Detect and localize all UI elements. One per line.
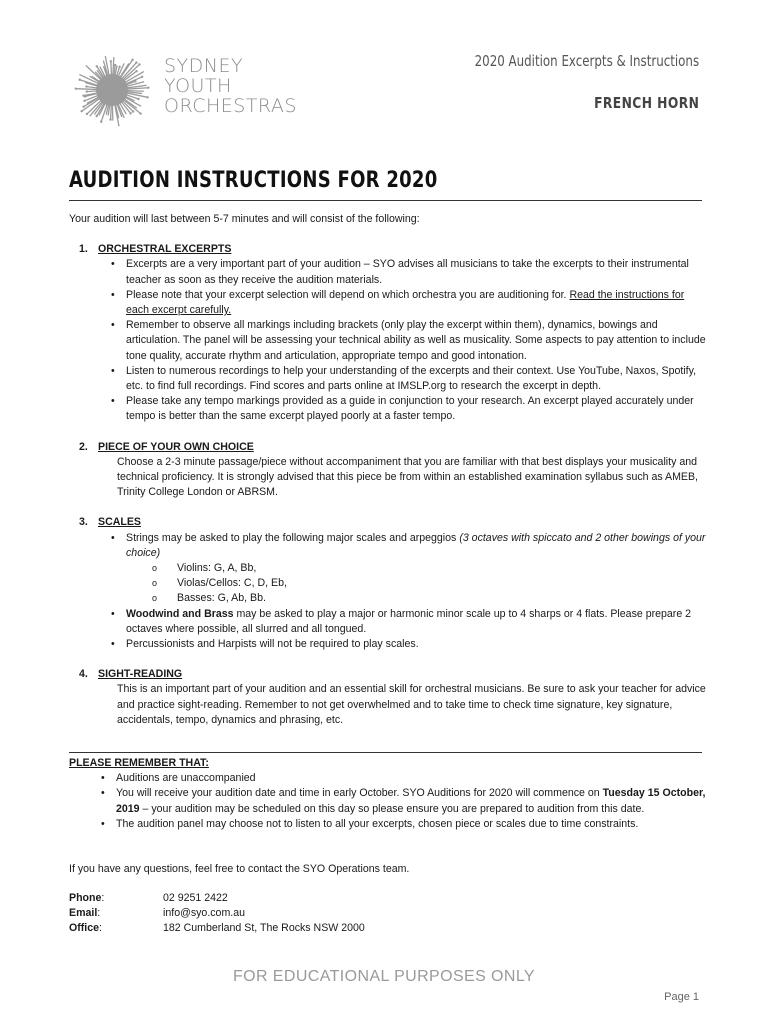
section-heading <box>79 667 709 682</box>
intro-text: Your audition will last between 5-7 minutes and will consist of the following: <box>69 213 420 225</box>
sub-list-item: o Basses: G, Ab, Bb. <box>177 591 709 606</box>
section-number: 3. <box>79 516 88 529</box>
list-item: • Auditions are unaccompanied <box>116 771 709 786</box>
list-item-text: Please note that your excerpt selection will depend on which orchestra you are auditioning for. <box>126 288 567 301</box>
sub-list-item: o Violins: G, A, Bb, <box>177 561 709 576</box>
logo-line-3: ORCHESTRAS <box>164 95 297 117</box>
logo-dot <box>75 87 77 89</box>
section-title: ORCHESTRAL EXCERPTS <box>98 243 232 256</box>
section-own-choice <box>79 440 709 501</box>
logo-dot <box>129 112 131 114</box>
contact-row-office: Office: 182 Cumberland St, The Rocks NSW 2000 <box>69 922 365 934</box>
logo-dot <box>83 100 85 102</box>
logo-dot <box>96 115 98 117</box>
logo-ray <box>76 89 100 90</box>
emphasis-text: Read the instructions for each excerpt carefully. <box>126 288 685 317</box>
list-item-text: Strings may be asked to play the following major scales and arpeggios <box>126 531 457 544</box>
section-number: 4. <box>79 668 88 681</box>
logo-dot <box>131 59 133 61</box>
section-title: PIECE OF YOUR OWN CHOICE <box>98 440 254 453</box>
logo-line-2: YOUTH <box>164 75 232 97</box>
bullet-list <box>79 531 709 653</box>
contact-label: Email <box>69 907 98 919</box>
logo-dot <box>135 61 137 63</box>
list-item: • Please take any tempo markings provided as a guide in conjunction to your research. An excerpt played accurately under tempo is better than the same excerpt played poorly at a faster tempo. <box>126 394 709 424</box>
sub-list-item: o Violas/Cellos: C, D, Eb, <box>177 576 709 591</box>
bullet-list <box>79 257 709 424</box>
page-title: AUDITION INSTRUCTIONS FOR 2020 <box>69 168 438 193</box>
logo-ray <box>111 102 112 120</box>
section-title: SIGHT-READING <box>98 668 183 681</box>
italic-text: (3 octaves with spiccato and 2 other bowings of your choice) <box>126 531 706 559</box>
document-title: 2020 Audition Excerpts & Instructions <box>474 52 699 70</box>
contact-label: Office <box>69 922 100 934</box>
list-item <box>126 288 709 318</box>
logo-dot <box>147 87 149 89</box>
logo-ray <box>87 91 100 92</box>
logo-dot <box>78 79 80 81</box>
contact-row-phone: Phone: 02 9251 2422 <box>69 892 228 904</box>
logo-dot <box>109 118 111 120</box>
list-item: • The audition panel may choose not to listen to all your excerpts, chosen piece or scales due to time constraints. <box>116 817 709 832</box>
section-text: This is an important part of your audition and an essential skill for orchestral musicians. Be sure to ask your teacher for advice and practice sight-reading. Remember to not get overwhelmed and to take time to check time signature, key signature, accidentals, tempo, dynamics and phrasing, etc. <box>117 683 706 726</box>
sub-list <box>126 561 709 607</box>
logo-dot <box>137 98 139 100</box>
starburst-logo-icon <box>72 50 156 128</box>
logo-ray <box>112 102 113 121</box>
contact-value: 182 Cumberland St, The Rocks NSW 2000 <box>163 922 365 934</box>
list-item <box>116 786 709 816</box>
footer-watermark: FOR EDUCATIONAL PURPOSES ONLY <box>232 968 536 985</box>
list-item <box>126 607 709 637</box>
section-sight-reading <box>79 667 709 728</box>
contact-details <box>69 891 365 936</box>
logo-dot <box>85 85 87 87</box>
list-item-text: may be asked to play a major or harmonic minor scale up to 4 sharps or 4 flats. Please prepare 2 octaves where possible, all slurred and all tongued. <box>126 607 692 635</box>
logo-dot <box>138 63 140 65</box>
list-item: • Excerpts are a very important part of your audition – SYO advises all musicians to take the excerpts to their instrumental teacher as soon as they receive the audition materials. <box>126 257 709 287</box>
logo-wordmark <box>164 56 297 116</box>
bold-date: Tuesday 15 October, 2019 <box>116 787 706 815</box>
syo-logo <box>72 50 312 128</box>
section-heading <box>79 515 709 530</box>
divider <box>69 752 702 753</box>
section-number: 1. <box>79 243 88 256</box>
bold-text: Woodwind and Brass <box>126 607 234 620</box>
contact-value: info@syo.com.au <box>163 907 246 919</box>
logo-dot <box>114 64 116 66</box>
logo-dot <box>82 105 84 107</box>
list-item: • Remember to observe all markings including brackets (only play the excerpt within them), dynamics, bowings and articulation. The panel will be assessing your technical ability as well as musicality. Some aspects to pay attention to include tone quality, accurate rhythm and articulation, appropriate tempo and good intonation. <box>126 318 709 364</box>
logo-dot <box>132 110 134 112</box>
list-item-text: You will receive your audition date and time in early October. SYO Auditions for 2020 will commence on <box>116 787 600 800</box>
instrument-label: FRENCH HORN <box>593 94 699 112</box>
section-number: 2. <box>79 440 88 453</box>
contact-intro: If you have any questions, feel free to contact the SYO Operations team. <box>69 863 410 875</box>
logo-dot <box>141 76 143 78</box>
list-item-text: – your audition may be scheduled on this day so please ensure you are prepared to audition from this date. <box>142 802 645 815</box>
logo-ray <box>111 61 112 78</box>
contact-label: Phone <box>69 892 102 904</box>
section-heading <box>79 242 709 257</box>
logo-line-1: SYDNEY <box>164 55 244 77</box>
logo-dot <box>86 90 88 92</box>
list-item: • Listen to numerous recordings to help your understanding of the excerpts and their context. Use YouTube, Naxos, Spotify, etc. to find full recordings. Find scores and parts online at IMSLP.org to research the excerpt in depth. <box>126 364 709 394</box>
logo-dot <box>118 66 120 68</box>
section-title: SCALES <box>98 516 141 529</box>
section-heading <box>79 440 709 455</box>
logo-dot <box>146 96 148 98</box>
section-orchestral-excerpts <box>79 242 709 424</box>
bullet-list <box>69 771 709 832</box>
logo-dot <box>135 70 137 72</box>
logo-dot <box>80 110 82 112</box>
section-scales <box>79 515 709 652</box>
instructions-body <box>69 212 709 728</box>
page-number: Page 1 <box>664 991 699 1003</box>
logo-dot <box>134 80 136 82</box>
contact-value: 02 9251 2422 <box>163 892 228 904</box>
divider <box>69 200 702 201</box>
section-text: Choose a 2-3 minute passage/piece without accompaniment that you are familiar with that best displays your musicality and technical proficiency. It is strongly advised that this piece be from within an established examination syllabus such as AMEB, Trinity College London or ABRSM. <box>117 455 698 499</box>
logo-dot <box>86 113 88 115</box>
logo-dot <box>110 60 112 62</box>
logo-dot <box>82 94 84 96</box>
list-item: • Percussionists and Harpists will not be required to play scales. <box>126 637 709 652</box>
remember-section <box>69 756 709 832</box>
logo-dot <box>96 65 98 67</box>
logo-dot <box>100 121 102 123</box>
logo-dot <box>139 112 141 114</box>
list-item <box>126 531 709 607</box>
remember-heading: PLEASE REMEMBER THAT: <box>69 757 209 769</box>
contact-row-email: Email: info@syo.com.au <box>69 907 246 919</box>
